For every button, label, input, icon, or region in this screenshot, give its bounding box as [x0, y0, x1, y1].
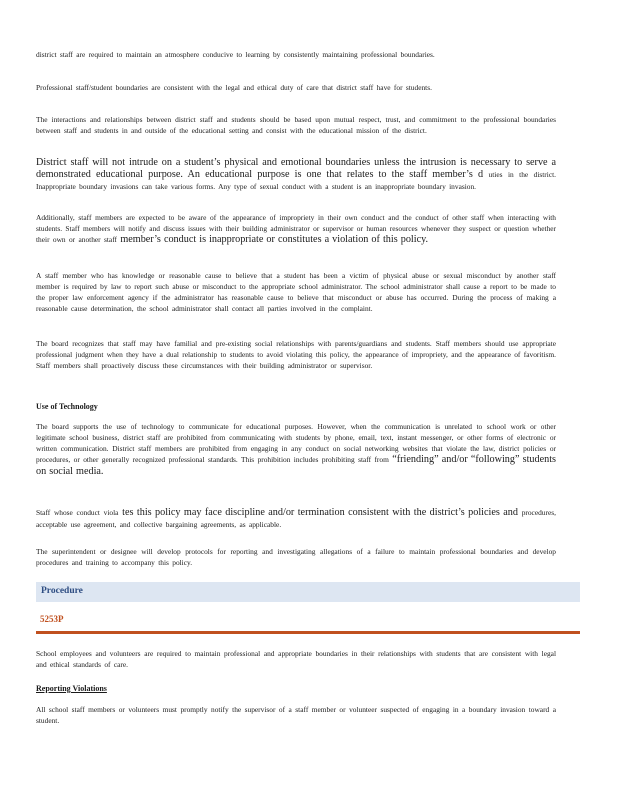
paragraph-procedure-intro: School employees and volunteers are required to maintain professional and appropriate boundaries in their relationships with students that are consistent with legal and ethical standards of care.	[36, 649, 556, 669]
section-heading-reporting: Reporting Violations	[36, 684, 107, 693]
paragraph-familial-relationships: The board recognizes that staff may have familial and pre-existing social relationships with parents/guardians and students. Staff members should use appropriate professional judgment when they have a dual relationship to students to avoid violating this policy, the appearance of impropriety, and the appearance of favoritism. Staff members shall proactively discuss these circumstances with their building administrator or supervisor.	[36, 339, 556, 370]
paragraph-discipline	[36, 507, 556, 530]
paragraph-duty-of-care: Professional staff/student boundaries are consistent with the legal and ethical duty of care that district staff have for students.	[36, 83, 432, 92]
paragraph-superintendent: The superintendent or designee will develop protocols for reporting and investigating allegations of a failure to maintain professional boundaries and develop procedures and training to accompany this policy.	[36, 547, 556, 567]
procedure-divider	[36, 631, 580, 634]
impropriety-detail: Additionally, staff members are expected to be aware of the appearance of impropriety in their own conduct and the conduct of other staff when interacting with students. Staff members will notify and discuss issues with their building administrator or supervisor or human resources whenever they suspect or question whether their own or another staff	[36, 213, 556, 244]
intrusion-statement: District staff will not intrude on a student’s physical and emotional boundaries unless the intrusion is necessary to serve a demonstrated educational purpose. An educational purpose is one that relates to the staff member’s d	[36, 157, 556, 180]
paragraph-reporting-violations: All school staff members or volunteers must promptly notify the supervisor of a staff member or volunteer suspected of engaging in a boundary invasion toward a student.	[36, 705, 556, 725]
procedure-title: Procedure	[41, 586, 83, 596]
procedure-code: 5253P	[40, 614, 64, 624]
paragraph-intrusion	[36, 157, 556, 192]
technology-detail: The board supports the use of technology to communicate for educational purposes. However, when the communication is unrelated to school work or other legitimate school business, district staff are prohibited from communicating with students by phone, email, text, instant messenger, or other forms of electronic or written communication. District staff members are prohibited from engaging in any conduct on social networking websites that violate the law, district policies or procedures, or other generally recognized professional standards. This prohibition includes prohibiting staff from	[36, 422, 556, 464]
discipline-lead: Staff whose conduct viola	[36, 508, 119, 517]
paragraph-boundaries-intro: district staff are required to maintain an atmosphere conducive to learning by consistently maintaining professional boundaries.	[36, 50, 435, 59]
discipline-tail: procedures, acceptable use agreement, and collective bargaining agreements, as applicable.	[36, 508, 556, 529]
intrusion-detail: uties in the district. Inappropriate boundary invasions can take various forms. Any type of sexual conduct with a student is an inappropriate boundary invasion.	[36, 170, 556, 191]
paragraph-reporting-abuse: A staff member who has knowledge or reasonable cause to believe that a student has been a victim of physical abuse or sexual misconduct by another staff member is required by law to report such abuse or misconduct to the appropriate school administrator. The school administrator shall cause a report to be made to the proper law enforcement agency if the administrator has reasonable cause to believe that misconduct or abuse has occurred. During the process of making a reasonable cause determination, the school administrator shall contact all parties involved in the complaint.	[36, 271, 556, 313]
procedure-banner	[36, 582, 580, 602]
impropriety-statement: member’s conduct is inappropriate or constitutes a violation of this policy.	[120, 234, 429, 245]
social-media-statement: “friending” and/or “following” students on social media.	[36, 454, 556, 477]
paragraph-interactions: The interactions and relationships between district staff and students should be based upon mutual respect, trust, and commitment to the professional boundaries between staff and students in and outside of the educational setting and consist with the educational mission of the district.	[36, 115, 556, 135]
section-heading-technology: Use of Technology	[36, 402, 98, 411]
discipline-statement: tes this policy may face discipline and/or termination consistent with the district’s policies and	[122, 507, 518, 518]
paragraph-appearance-impropriety	[36, 212, 556, 246]
paragraph-technology	[36, 421, 556, 478]
